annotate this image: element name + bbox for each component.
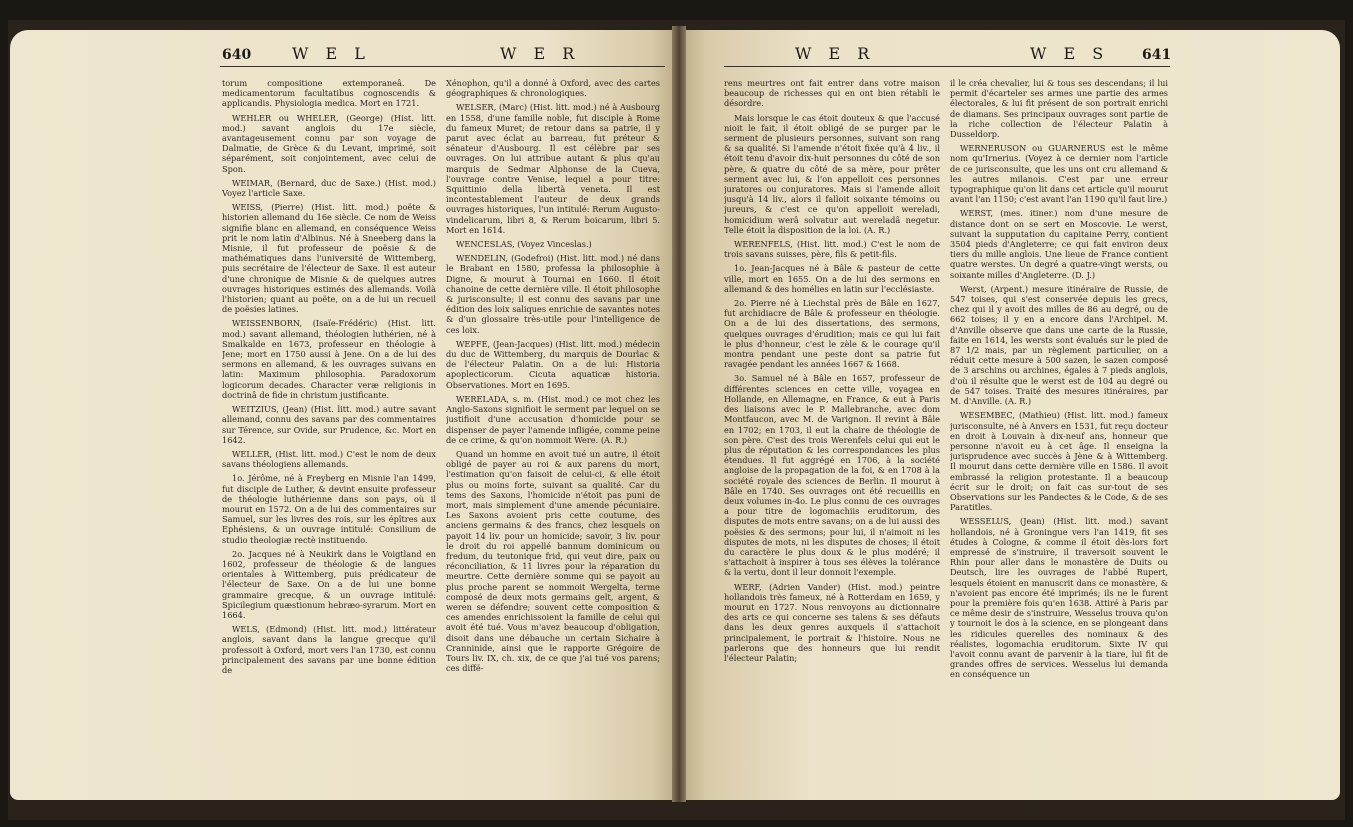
left-catchword: rens (630, 804, 649, 814)
paragraph: torum compositione extemporaneâ. De medicamentorum facultatibus cognoscendis & applicandis. Physiologia medica. Mort en 1721. (222, 78, 436, 109)
book-gutter (672, 26, 686, 802)
paragraph: WELLER, (Hist. litt. mod.) C'est le nom de deux savans théologiens allemands. (222, 448, 436, 470)
paragraph: WENDELIN, (Godefroi) (Hist. litt. mod.) né dans le Brabant en 1580, professa la philosophie à Digne, & mourut à Tournai en 1660. Il étoit chanoine de cette dernière ville. Il étoit philosophe & jurisconsulte; il est connu des savans par une édition des loix saliques enrichie de savantes notes & d'un glossaire très-utile pour l'intelligence de ces loix. (446, 253, 660, 335)
signature-line: Histoire, Tome V. (726, 804, 800, 814)
paragraph: 2o. Jacques né à Neukirk dans le Voigtland en 1602, professeur de théologie & de langues orientales à Wittemberg, puis prédicateur de l'électeur de Saxe. On a de lui une bonne grammaire grecque, & un ouvrage intitulé: Spicilegium quæstionum hebræo-syrarum. Mort en 1664. (222, 548, 436, 620)
paragraph: WENCESLAS, (Voyez Vinceslas.) (456, 239, 592, 250)
paragraph: WEHLER ou WHELER, (George) (Hist. litt. mod.) savant anglois du 17e siècle, avantageusement connu par son voyage de Dalmatie, de Grèce & du Levant, imprimé, soit séparément, soit conjointement, avec celui de Spon. (222, 112, 436, 174)
left-page-number: 640 (222, 47, 252, 63)
paragraph: WERELADA, s. m. (Hist. mod.) ce mot chez les Anglo-Saxons signifioit le serment par lequel on se justifioit d'une accusation d'homicide pour se dispenser de payer l'amende infligée, comme peine de ce crime, & qu'on nommoit Were. (A. R.) (446, 393, 660, 445)
paragraph: WEITZIUS, (Jean) (Hist. litt. mod.) autre savant allemand, connu des savans par des commentaires sur Térence, sur Ovide, sur Prudence, &c. Mort en 1642. (222, 404, 436, 445)
paragraph: Quand un homme en avoit tué un autre, il étoit obligé de payer au roi & aux parens du mort, l'estimation qu'on faisoit de celui-ci, & elle étoit plus ou moins forte, suivant sa qualité. Car du tems des Saxons, l'homicide n'étoit pas puni de mort, mais simplement d'une amende pécuniaire. Les Saxons avoient pris cette coutume, des anciens germains & des francs, chez lesquels on payoit 14 liv. pour un homicide; savoir, 3 liv. pour le droit du roi appellé bannum dominicum ou fredum, du teutonique frid, qui veut dire, paix ou réconciliation, & 11 livres pour la réparation du meurtre. Cette dernière somme qui se payoit au plus proche parent se nommoit Wergelta, terme composé de deux mots germains gelt, argent, & weren se défendre; souvent cette composition & ces amendes enrichissoient la famille de celui qui avoit été tué. Vous m'avez beaucoup d'obligation, disoit dans une débauche un certain Sichaire à Cranninide, ainsi que le rapporte Grégoire de Tours liv. IX, ch. xix, de ce que j'ai tué vos parens; ces diffé- (446, 448, 660, 674)
left-header-rule (220, 66, 665, 67)
left-running-head-right: W E R (500, 44, 581, 63)
right-column-2 (950, 78, 1168, 803)
right-catchword: M m m m * (1110, 804, 1158, 814)
paragraph: WERENFELS, (Hist. litt. mod.) C'est le nom de trois savans suisses, père, fils & petit-fils. (724, 239, 940, 260)
right-running-head-right: W E S (1030, 44, 1110, 63)
paragraph: WEPFE, (Jean-Jacques) (Hist. litt. mod.) médecin du duc de Wittemberg, du marquis de Dourlac & de l'électeur Palatin. On a de lui: Historia apoplecticorum. Cicuta aquaticæ historia. Observationes. Mort en 1695. (446, 338, 660, 390)
paragraph: WEIMAR, (Bernard, duc de Saxe.) (Hist. mod.) Voyez l'article Saxe. (222, 177, 436, 199)
paragraph: WESSELUS, (Jean) (Hist. litt. mod.) savant hollandois, né à Groningue vers l'an 1419, fit ses études à Cologne, & comme il étoit dès-lors fort empressé de s'instruire, il traversoit souvent le Rhin pour aller dans le monastère de Duits ou Deutsch, lire les ouvrages de l'abbé Rupert, lesquels étoient en manuscrit dans ce monastère, & n'avoient pas encore été imprimés; ils ne le furent pour la première fois qu'en 1638. Attiré à Paris par ce même desir de s'instruire, Wesselus trouva qu'on y tournoit le dos à la science, en se plongeant dans les ridicules querelles des nominaux & des réalistes, logomachia eruditorum. Sixte IV qui l'avoit connu avant de parvenir à la tiare, lui fit de grandes offres de services. Wesselus lui demanda en conséquence un (950, 516, 1168, 680)
paragraph: WELSER, (Marc) (Hist. litt. mod.) né à Ausbourg en 1558, d'une famille noble, fut disciple à Rome du fameux Muret; de retour dans sa patrie, il y parut avec éclat au barreau, fut préteur & sénateur d'Ausbourg. Il est célèbre par ses ouvrages. On lui attribue autant & plus qu'au marquis de Sedmar Alphonse de la Cueva, l'ouvrage contre Venise, lequel a pour titre: Squittinio della libertà veneta. Il est incontestablement l'auteur de deux grands ouvrages historiques, l'un intitulé: Rerum Augusto-vindelicarum, libri 8, & Rerum boicarum, libri 5. Mort en 1614. (446, 102, 660, 235)
paragraph: 1o. Jean-Jacques né à Bâle & pasteur de cette ville, mort en 1655. On a de lui des sermons en allemand & des homélies en latin sur l'ecclésiaste. (724, 263, 940, 294)
paragraph: WEISS, (Pierre) (Hist. litt. mod.) poëte & historien allemand du 16e siècle. Ce nom de Weiss signifie blanc en allemand, en conséquence Weiss prit le nom latin d'Albinus. Né à Sneeberg dans la Misnie, il fut professeur de poësie & de mathématiques dans l'université de Wittemberg, puis secrétaire de l'électeur de Saxe. Il est auteur d'une chronique de Misnie & de quelques autres ouvrages historiques estimés des allemands. Voilà l'historien; quant au poëte, on a de lui un recueil de poësies latines. (222, 202, 436, 315)
paragraph: WESEMBEC, (Mathieu) (Hist. litt. mod.) fameux jurisconsulte, né à Anvers en 1531, fut reçu docteur en droit à Louvain à dix-neuf ans, honneur que personne n'avoit eu à cet âge. Il enseigna la jurisprudence avec succès à Jène & à Wittemberg. Il mourut dans cette dernière ville en 1586. Il avoit embrassé la religion protestante. Il a beaucoup écrit sur le droit; on fait cas sur-tout de ses Observations sur les Pandectes & le Code, & de ses Paratitles. (950, 410, 1168, 513)
paragraph: rens meurtres ont fait entrer dans votre maison beaucoup de richesses qui en ont bien rétabli le désordre. (724, 78, 940, 109)
paragraph: Mais lorsque le cas étoit douteux & que l'accusé nioit le fait, il étoit obligé de se purger par le serment de plusieurs personnes, suivant son rang & sa qualité. Si l'amende n'étoit fixée qu'à 4 liv., il étoit tenu d'avoir dix-huit personnes du côté de son père, & quatre du côté de sa mère, pour prêter serment avec lui, & l'on appelloit ces personnes juratores ou conjuratores. Mais si l'amende alloit jusqu'à 14 liv., alors il falloit soixante témoins ou jureurs, & c'est ce qu'on appelloit wereladi, homicidium werâ solvatur aut wereladâ negetur. Telle étoit la disposition de la loi. (A. R.) (724, 112, 940, 235)
paragraph: WERNERUSON ou GUARNERUS est le même nom qu'Irnerius. (Voyez à ce dernier nom l'article de ce jurisconsulte, que les uns ont cru allemand & les autres milanois. C'est par une erreur typographique qu'on lit dans cet article qu'il mourut avant l'an 1150; c'est avant l'an 1190 qu'il faut lire.) (950, 143, 1168, 205)
left-running-head-left: W E L (292, 44, 371, 63)
right-header-rule (724, 66, 1170, 67)
paragraph: WEISSENBORN, (Isaïe-Frédéric) (Hist. litt. mod.) savant allemand, théologien luthérien, né à Smalkalde en 1673, professeur en théologie à Jene; mort en 1750 aussi à Jene. On a de lui des sermons en allemand, & les ouvrages suivans en latin: Maximum philosophia. Paradoxorum logicorum decades. Character veræ religionis in doctrinâ de fide in christum justificante. (222, 318, 436, 400)
paragraph: Xénophon, qu'il a donné à Oxford, avec des cartes géographiques & chronologiques. (446, 78, 660, 99)
left-column-1 (222, 78, 436, 803)
right-running-head-left: W E R (795, 44, 876, 63)
right-column-1 (724, 78, 940, 803)
paragraph: WERF, (Adrien Vander) (Hist. mod.) peintre hollandois très fameux, né à Rotterdam en 1659, y mourut en 1727. Nous renvoyons au dictionnaire des arts ce qui concerne ses talens & ses défauts dans les deux genres auxquels il s'attachoit principalement, le portrait & l'histoire. Nous ne parlerons que des honneurs que lui rendit l'électeur Palatin; (724, 581, 940, 663)
paragraph: WELS, (Edmond) (Hist. litt. mod.) littérateur anglois, savant dans la langue grecque qu'il professoit à Oxford, mort vers l'an 1730, est connu principalement des savans par une bonne édition de (222, 624, 436, 675)
paragraph: 2o. Pierre né à Liechstal près de Bâle en 1627, fut archidiacre de Bâle & professeur en théologie. On a de lui des dissertations, des sermons, quelques ouvrages d'érudition; mais ce qui lui fait le plus d'honneur, c'est le zèle & le courage qu'il montra pendant une peste dont sa patrie fut ravagée pendant les années 1667 & 1668. (724, 298, 940, 370)
paragraph: il le créa chevalier, lui & tous ses descendans; il lui permit d'écarteler ses armes une partie des armes électorales, & lui fit présent de son portrait enrichi de diamans. Ses principaux ouvrages sont partie de la riche collection de l'électeur Palatin à Dusseldorp. (950, 78, 1168, 140)
right-page-number: 641 (1142, 47, 1172, 63)
paragraph: WERST, (mes. itiner.) nom d'une mesure de distance dont on se sert en Moscovie. Le werst, suivant la supputation du capitaine Perry, contient 3504 pieds d'Angleterre; ce qui fait environ deux tiers du mille anglois. Une lieue de France contient quatre werstes. Un degré a quatre-vingt wersts, ou soixante milles d'Angleterre. (D. J.) (950, 208, 1168, 280)
paragraph: Werst, (Arpent.) mesure itinéraire de Russie, de 547 toises, qui s'est conservée depuis les grecs, chez qui il y avoit des milles de 86 au degré, ou de 662 toises; il y en a encore dans l'Archipel. M. d'Anville observe que dans une carte de la Russie, faite en 1614, les wersts sont évalués sur le pied de 87 1/2 mais, par un règlement particulier, on a réduit cette mesure à 500 sazen, le sazen composé de 3 arschins ou archines, égales à 7 pieds anglois, d'où il résulte que le werst est de 104 au degré ou de 547 toises. Traité des mesures itinéraires, par M. d'Anville. (A. R.) (950, 283, 1168, 407)
paragraph: 3o. Samuel né à Bâle en 1657, professeur de différentes sciences en cette ville, voyagea en Hollande, en Allemagne, en France, & eut à Paris des liaisons avec le P. Mallebranche, avec dom Montfaucon, avec M. de Varignon. Il revint à Bâle en 1702; en 1703, il eut la chaire de théologie de son père. C'est des trois Werenfels celui qui eut le plus de réputation & les correspondances les plus étendues. Il fut aggrégé en 1706, à la société angloise de la propagation de la foi, & en 1708 à la société royale des sciences de Berlin. Il mourut à Bâle en 1740. Ses ouvrages ont été recueillis en deux volumes in-4o. Le plus connu de ces ouvrages a pour titre de logomachiis eruditorum, des disputes de mots entre savans; on a de lui aussi des poësies & des sermons; pour lui, il n'aimoit ni les disputes de mots, ni les disputes de choses; il étoit du caractère le plus doux & le plus modéré; il s'attachoit à inspirer à tous ses élèves la tolérance & la vertu, dont il leur donnoit l'exemple. (724, 373, 940, 578)
paragraph: 1o. Jérôme, né à Freyberg en Misnie l'an 1499, fut disciple de Luther, & devint ensuite professeur de théologie luthérienne dans son pays, où il mourut en 1572. On a de lui des commentaires sur Samuel, sur les livres des rois, sur les épîtres aux Ephésiens, & un ouvrage intitulé: Consilium de studio theologiæ rectè instituendo. (222, 473, 436, 545)
left-column-2 (446, 78, 660, 803)
